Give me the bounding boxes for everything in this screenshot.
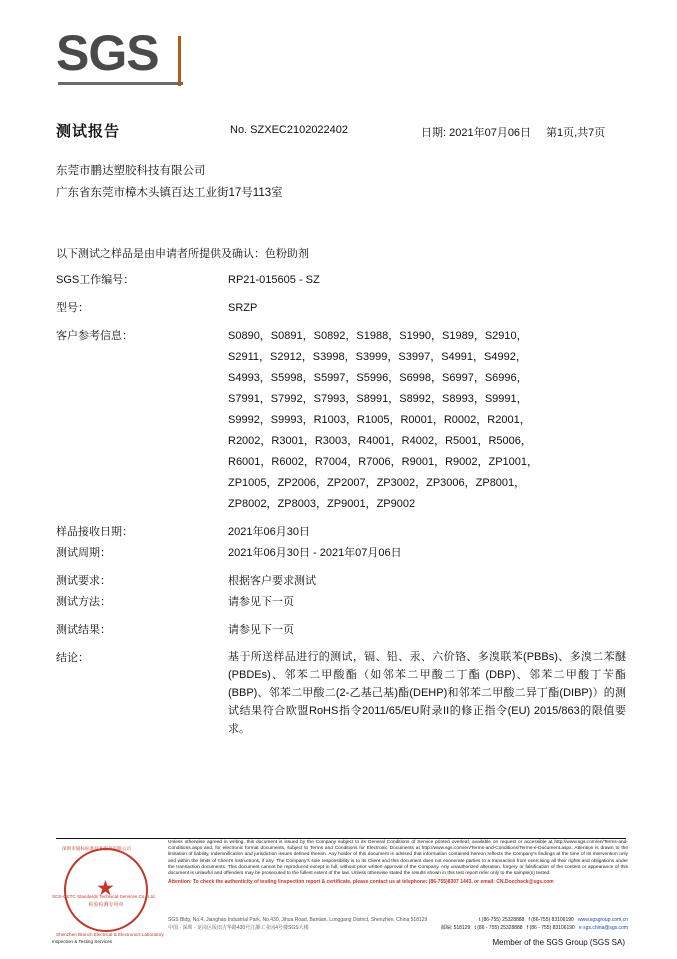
footer-website[interactable]: www.sgsgroup.com.cn xyxy=(577,917,628,923)
logo-accent-bar xyxy=(178,36,181,86)
field-value: SRZP xyxy=(228,302,258,314)
field-value: 根据客户要求测试 xyxy=(228,575,316,587)
field-value: 基于所送样品进行的测试，镉、铅、汞、六价铬、多溴联苯(PBBs)、多溴二苯醚(PBDEs)、邻苯二甲酸酯（如邻苯二甲酸二丁酯 (DBP)、邻苯二甲酸丁苄酯(BBP)、邻苯二甲酸二(2-乙基己基)酯(DEHP)和邻苯二甲酸二异丁酯(DIBP)）的测试结果符合欧盟RoHS指令2011/65/EU附录II的修正指令(EU) 2015/863的限值要求。 xyxy=(228,651,626,735)
sample-intro: 以下测试之样品是由申请者所提供及确认：色粉助剂 xyxy=(56,248,309,260)
seal-ring-mid: SGS-CSTC Standards Technical Services Co., Ltd. xyxy=(52,894,156,899)
field-test-period xyxy=(56,543,626,564)
footer-fax-cn: f (86 - 755) 83106190 xyxy=(526,925,575,931)
logo-underline xyxy=(58,82,183,85)
footer-address-cn: 中国 · 深圳 · 龙岗区坂田吉华路430号江灏工业园4号楼SGS大楼 xyxy=(168,925,309,931)
company-seal xyxy=(52,846,170,938)
field-label: 型号： xyxy=(56,302,89,314)
client-block xyxy=(56,160,283,204)
footer-disclaimer-text: Unless otherwise agreed in writing, this document is issued by the Company subject to its General Conditions of Service printed overleaf, available on request or accessible at http://www.sgs.com/en/Terms-and-Conditions.aspx and, for electronic format documents, subject to Terms and Conditions for Electronic Documents at http://www.sgs.com/en/Terms-and-Conditions/Terms-e-Document.aspx. Attention is drawn to the limitation of liability, indemnification and jurisdiction issues defined therein. Any holder of this document is advised that information contained hereon reflects the Company's findings at the time of its intervention only and within the limits of Client's instructions, if any. The Company's sole responsibility is to its Client and this document does not exonerate parties to a transaction from exercising all their rights and obligations under the transaction documents. This document cannot be reproduced except in full, without prior written approval of the Company. Any unauthorized alteration, forgery or falsification of the content or appearance of this document is unlawful and offenders may be prosecuted to the fullest extent of the law. Unless otherwise stated the results shown in this test report refer only to the sample(s) tested. xyxy=(168,840,628,877)
sgs-logo xyxy=(56,26,196,88)
ref-line: S2911，S2912，S3998，S3999，S3997，S4991，S4992， xyxy=(228,351,527,363)
ref-line: S7991，S7992，S7993，S8991，S8992，S8993，S9991， xyxy=(228,393,528,405)
footer-attention-note: Attention: To check the authenticity of testing /inspection report & certificate, please contact us at telephone: (86-755)8307 1443, or email: CN.Doccheck@sgs.com xyxy=(168,879,554,886)
field-test-method xyxy=(56,592,626,613)
field-value: 请参见下一页 xyxy=(228,596,294,608)
ref-line: ZP8002，ZP8003，ZP9001，ZP9002 xyxy=(228,498,416,510)
field-label: 样品接收日期： xyxy=(56,526,133,538)
field-receive-date xyxy=(56,522,626,543)
page-counter: 第1页,共7页 xyxy=(546,127,606,139)
footer-fax-en: f (86-755) 83106190 xyxy=(528,917,574,923)
seal-ring-bottom: Shenzhen Branch Electrical & Electronics Laboratory xyxy=(56,932,164,937)
ref-line: R6001，R6002，R7004，R7006，R9001，R9002，ZP1001， xyxy=(228,456,539,468)
field-label: 结论： xyxy=(56,652,89,664)
footer-contact-en xyxy=(479,916,628,924)
footer-tel-en: t (86-755) 25328888 xyxy=(479,917,525,923)
field-model xyxy=(56,298,626,319)
seal-star-icon: ★ xyxy=(96,877,115,900)
footer-seal-badge-line: Inspection & Testing Services xyxy=(52,939,112,944)
field-label: 测试方法： xyxy=(56,596,111,608)
sgs-logo-text: SGS xyxy=(56,25,159,81)
field-value: RP21-015605 - SZ xyxy=(228,274,320,286)
field-label: 测试要求： xyxy=(56,575,111,587)
field-conclusion xyxy=(56,648,626,738)
field-label: 客户参考信息： xyxy=(56,330,133,342)
ref-line: ZP1005，ZP2006，ZP2007，ZP3002，ZP3006，ZP8001， xyxy=(228,477,526,489)
footer-tel-cn: t (86 - 755) 25328888 xyxy=(474,925,523,931)
ref-line: S0890，S0891，S0892，S1988，S1990，S1989，S2910， xyxy=(228,330,528,342)
field-value: 2021年06月30日 xyxy=(228,526,310,538)
member-of-group-line: Member of the SGS Group (SGS SA) xyxy=(492,938,625,947)
client-name: 东莞市鹏达塑胶科技有限公司 xyxy=(56,165,206,177)
footer-address-row-en xyxy=(168,916,628,924)
footer-disclaimer xyxy=(168,840,628,886)
page-title: 测试报告 xyxy=(56,123,121,140)
seal-inner-text: 检验检测专用章 xyxy=(88,902,124,908)
report-header-row xyxy=(56,120,626,144)
footer-email[interactable]: e sgs.china@sgs.com xyxy=(579,925,628,931)
footer-divider xyxy=(56,838,626,839)
footer-address-block xyxy=(168,916,628,932)
footer-address-row-cn xyxy=(168,924,628,932)
field-value: 2021年06月30日 - 2021年07月06日 xyxy=(228,547,402,559)
footer-contact-cn xyxy=(441,924,628,932)
report-fields xyxy=(56,270,626,738)
client-address: 广东省东莞市樟木头镇百达工业街17号113室 xyxy=(56,187,283,199)
field-test-result xyxy=(56,620,626,641)
report-date: 日期: 2021年07月06日 xyxy=(421,127,532,139)
field-value xyxy=(228,326,626,515)
ref-line: R2002，R3001，R3003，R4001，R4002，R5001，R5006， xyxy=(228,435,532,447)
field-value: 请参见下一页 xyxy=(228,624,294,636)
field-customer-reference xyxy=(56,326,626,515)
report-number: No. SZXEC2102022402 xyxy=(230,124,349,136)
seal-ring-top: 深圳市通标标准技术服务有限公司 xyxy=(62,846,131,851)
field-test-requirement xyxy=(56,571,626,592)
footer-postcode: 邮编: 518129 xyxy=(440,925,471,931)
ref-line: S4993，S5998，S5997，S5996，S6998，S6997，S6996， xyxy=(228,372,528,384)
ref-line: S9992，S9993，R1003，R1005，R0001，R0002，R2001， xyxy=(228,414,531,426)
footer-address-en: SGS Bldg, No.4, Jianghao Industrial Park, No.430, Jihua Road, Bantian, Longgang District, Shenzhen, China 518129 xyxy=(168,917,428,923)
field-label: 测试周期： xyxy=(56,547,111,559)
field-label: SGS工作编号： xyxy=(56,274,135,286)
field-job-number xyxy=(56,270,626,291)
field-label: 测试结果： xyxy=(56,624,111,636)
